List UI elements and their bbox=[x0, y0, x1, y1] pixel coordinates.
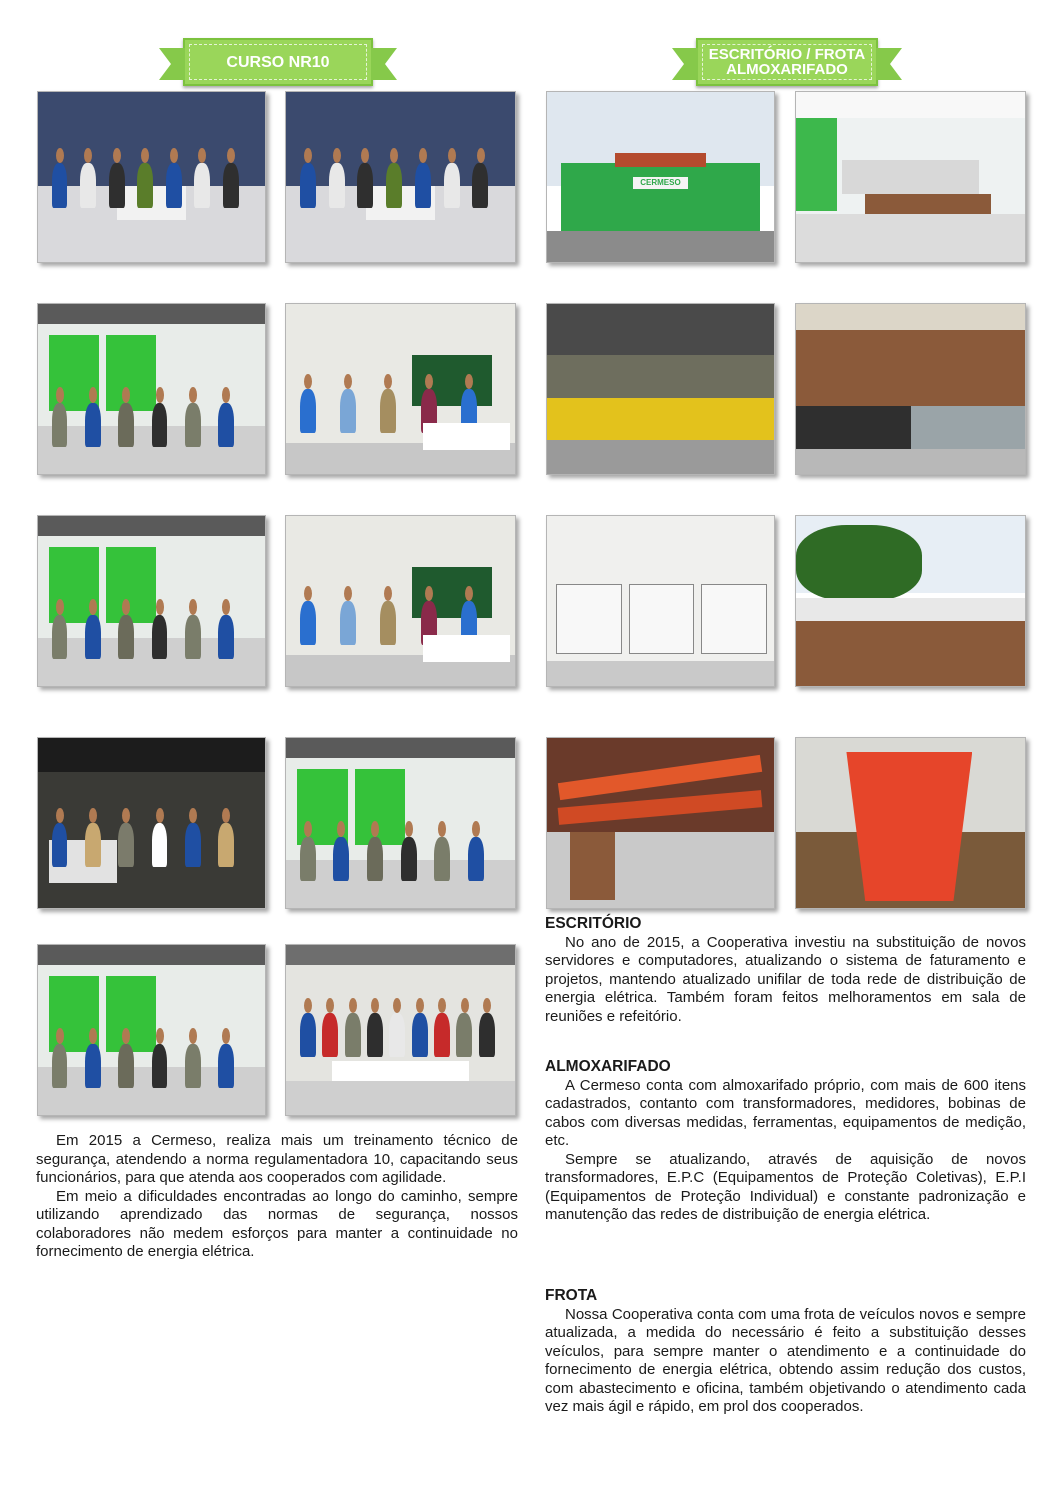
floor bbox=[547, 440, 774, 474]
person-figure bbox=[152, 615, 168, 659]
pickup-truck bbox=[556, 584, 622, 654]
dirt-yard bbox=[796, 621, 1025, 686]
person-head bbox=[477, 148, 485, 163]
person-head bbox=[156, 808, 164, 823]
person-figure bbox=[444, 163, 460, 207]
photo-office-building bbox=[546, 91, 775, 263]
green-window bbox=[796, 118, 837, 212]
person-figure bbox=[166, 163, 182, 207]
person-head bbox=[89, 387, 97, 402]
person-figure bbox=[389, 1013, 405, 1057]
person-figure bbox=[152, 403, 168, 447]
person-head bbox=[89, 808, 97, 823]
green-window bbox=[106, 335, 156, 412]
orange-bucket bbox=[846, 752, 972, 902]
person-head bbox=[465, 374, 473, 389]
person-head bbox=[438, 821, 446, 836]
person-head bbox=[56, 599, 64, 614]
person-head bbox=[222, 387, 230, 402]
person-head bbox=[349, 998, 357, 1013]
person-figure bbox=[357, 163, 373, 207]
photo-warehouse-shelves bbox=[795, 303, 1026, 475]
person-head bbox=[461, 998, 469, 1013]
person-head bbox=[122, 1028, 130, 1043]
person-head bbox=[113, 148, 121, 163]
person-figure bbox=[218, 615, 234, 659]
person-figure bbox=[300, 837, 316, 881]
person-figure bbox=[185, 1044, 201, 1088]
green-window bbox=[355, 769, 405, 846]
counter bbox=[842, 160, 979, 194]
roof bbox=[615, 153, 706, 167]
ceiling bbox=[38, 304, 265, 324]
person-figure bbox=[218, 403, 234, 447]
person-figure bbox=[185, 823, 201, 867]
person-head bbox=[472, 821, 480, 836]
ceiling bbox=[38, 945, 265, 965]
person-head bbox=[189, 599, 197, 614]
person-head bbox=[304, 148, 312, 163]
section-frota bbox=[545, 1287, 1026, 1417]
person-figure bbox=[152, 1044, 168, 1088]
header-ribbon-escritorio bbox=[696, 38, 878, 86]
person-head bbox=[227, 148, 235, 163]
person-figure bbox=[85, 823, 101, 867]
person-head bbox=[425, 586, 433, 601]
person-head bbox=[425, 374, 433, 389]
person-head bbox=[222, 1028, 230, 1043]
person-figure bbox=[118, 403, 134, 447]
person-figure bbox=[52, 163, 68, 207]
person-figure bbox=[333, 837, 349, 881]
person-head bbox=[156, 599, 164, 614]
person-figure bbox=[380, 601, 396, 645]
person-figure bbox=[340, 601, 356, 645]
person-figure bbox=[52, 823, 68, 867]
person-head bbox=[89, 1028, 97, 1043]
person-figure bbox=[415, 163, 431, 207]
photo-orange-bucket bbox=[795, 737, 1026, 909]
person-head bbox=[371, 821, 379, 836]
building-facade bbox=[561, 163, 761, 231]
person-head bbox=[156, 387, 164, 402]
training-description bbox=[36, 1132, 518, 1262]
person-figure bbox=[322, 1013, 338, 1057]
person-figure bbox=[472, 163, 488, 207]
almoxarifado-paragraph-2: Sempre se atualizando, através de aquisição de novos transformadores, E.P.C (Equipamentos de Proteção Coletivas), E.P.I (Equipamentos de Proteção Individual) e constante padronização e manutenção das redes de distribuição de energia elétrica. bbox=[545, 1150, 1026, 1223]
person-head bbox=[371, 998, 379, 1013]
person-head bbox=[122, 599, 130, 614]
person-figure bbox=[80, 163, 96, 207]
person-head bbox=[170, 148, 178, 163]
photo-training-seated-group bbox=[37, 515, 266, 687]
person-figure bbox=[300, 163, 316, 207]
trees bbox=[796, 525, 922, 602]
training-paragraph-1: Em 2015 a Cermeso, realiza mais um treinamento técnico de segurança, atendendo a norma regulamentadora 10, capacitando seus funcionários, para que atenda aos cooperados com agilidade. bbox=[36, 1132, 518, 1186]
street bbox=[547, 231, 774, 262]
floor bbox=[796, 449, 1025, 475]
person-figure bbox=[218, 1044, 234, 1088]
table bbox=[332, 1061, 469, 1081]
ceiling bbox=[286, 738, 515, 758]
parked-vehicles bbox=[796, 598, 1025, 622]
section-title-frota: FROTA bbox=[545, 1287, 598, 1304]
person-figure bbox=[152, 823, 168, 867]
section-escritorio bbox=[545, 915, 1026, 1026]
person-figure bbox=[300, 389, 316, 433]
building-sign: CERMESO bbox=[633, 177, 687, 189]
person-figure bbox=[300, 1013, 316, 1057]
photo-fleet-yard bbox=[795, 515, 1026, 687]
photo-training-presenters bbox=[285, 303, 516, 475]
person-figure bbox=[223, 163, 239, 207]
photo-ladders-storage bbox=[546, 737, 775, 909]
person-figure bbox=[329, 163, 345, 207]
person-head bbox=[56, 808, 64, 823]
person-figure bbox=[434, 837, 450, 881]
person-figure bbox=[118, 823, 134, 867]
person-head bbox=[222, 808, 230, 823]
person-figure bbox=[468, 837, 484, 881]
photo-training-room-green-windows bbox=[37, 303, 266, 475]
section-title-escritorio: ESCRITÓRIO bbox=[545, 915, 642, 932]
person-figure bbox=[118, 615, 134, 659]
header-escritorio-line-2: ALMOXARIFADO bbox=[726, 61, 848, 78]
almoxarifado-paragraph-1: A Cermeso conta com almoxarifado próprio, com mais de 600 itens cadastrados, contanto com transformadores, medidores, bobinas de cabos com diversas medidas, ferramentas, equipamentos de medição, etc. bbox=[545, 1076, 1026, 1149]
header-escritorio-line-1: ESCRITÓRIO / FROTA bbox=[708, 46, 866, 63]
green-window bbox=[106, 547, 156, 624]
cable-reels bbox=[796, 406, 911, 449]
table bbox=[865, 194, 991, 214]
person-figure bbox=[367, 837, 383, 881]
person-head bbox=[304, 821, 312, 836]
person-figure bbox=[52, 1044, 68, 1088]
photo-training-presenters-2 bbox=[285, 515, 516, 687]
striped-barrier bbox=[547, 398, 774, 441]
shelves bbox=[796, 330, 1025, 415]
person-head bbox=[56, 1028, 64, 1043]
photo-fleet-pickups bbox=[546, 515, 775, 687]
person-figure bbox=[340, 389, 356, 433]
person-figure bbox=[185, 615, 201, 659]
cabinet bbox=[570, 832, 615, 900]
person-head bbox=[122, 387, 130, 402]
photo-warehouse-transformers bbox=[546, 303, 775, 475]
person-figure bbox=[345, 1013, 361, 1057]
pickup-truck bbox=[701, 584, 767, 654]
photo-training-dark-room bbox=[37, 737, 266, 909]
person-figure bbox=[456, 1013, 472, 1057]
person-figure bbox=[401, 837, 417, 881]
floor bbox=[547, 661, 774, 687]
person-head bbox=[89, 599, 97, 614]
photo-training-group-photo bbox=[285, 944, 516, 1116]
header-curso-line-1: CURSO NR10 bbox=[226, 53, 330, 71]
table bbox=[423, 635, 510, 662]
person-head bbox=[189, 1028, 197, 1043]
person-figure bbox=[52, 403, 68, 447]
ceiling bbox=[38, 738, 265, 772]
person-figure bbox=[52, 615, 68, 659]
person-figure bbox=[85, 403, 101, 447]
person-figure bbox=[194, 163, 210, 207]
person-head bbox=[448, 148, 456, 163]
person-figure bbox=[85, 1044, 101, 1088]
person-figure bbox=[412, 1013, 428, 1057]
person-head bbox=[304, 374, 312, 389]
person-head bbox=[56, 148, 64, 163]
person-figure bbox=[434, 1013, 450, 1057]
person-figure bbox=[218, 823, 234, 867]
ceiling bbox=[38, 516, 265, 536]
table bbox=[423, 423, 510, 450]
photo-training-classroom-1 bbox=[37, 91, 266, 263]
ceiling bbox=[796, 92, 1025, 118]
frota-paragraph-1: Nossa Cooperativa conta com uma frota de veículos novos e sempre atualizada, a medida do necessário é feito a substituição desses veículos, para sempre manter o atendimento e a continuidade do fornecimento de energia elétrica, obtendo assim redução dos custos, com abastecimento e oficina, também objetivando o atendimento cada vez mais ágil e rápido, em prol dos cooperados. bbox=[545, 1305, 1026, 1415]
person-head bbox=[416, 998, 424, 1013]
person-head bbox=[405, 821, 413, 836]
training-paragraph-2: Em meio a dificuldades encontradas ao longo do caminho, sempre utilizando aprendizado das normas de segurança, nossos colaboradores não medem esforços para manter a continuidade no fornecimento de energia elétrica. bbox=[36, 1187, 518, 1260]
person-head bbox=[56, 387, 64, 402]
photo-cafeteria bbox=[795, 91, 1026, 263]
person-head bbox=[333, 148, 341, 163]
person-head bbox=[304, 586, 312, 601]
person-head bbox=[304, 998, 312, 1013]
person-figure bbox=[386, 163, 402, 207]
person-figure bbox=[85, 615, 101, 659]
person-figure bbox=[185, 403, 201, 447]
person-head bbox=[189, 387, 197, 402]
photo-training-classroom-2 bbox=[285, 91, 516, 263]
header-ribbon-curso bbox=[183, 38, 373, 86]
person-head bbox=[465, 586, 473, 601]
photo-training-tables bbox=[37, 944, 266, 1116]
photo-training-audience bbox=[285, 737, 516, 909]
floor bbox=[286, 1081, 515, 1115]
person-figure bbox=[380, 389, 396, 433]
person-figure bbox=[109, 163, 125, 207]
person-figure bbox=[479, 1013, 495, 1057]
section-almoxarifado bbox=[545, 1058, 1026, 1225]
green-window bbox=[106, 976, 156, 1053]
section-title-almoxarifado: ALMOXARIFADO bbox=[545, 1058, 671, 1075]
pickup-truck bbox=[629, 584, 695, 654]
person-head bbox=[483, 998, 491, 1013]
person-head bbox=[189, 808, 197, 823]
floor bbox=[796, 214, 1025, 262]
person-figure bbox=[118, 1044, 134, 1088]
person-head bbox=[156, 1028, 164, 1043]
person-figure bbox=[300, 601, 316, 645]
person-figure bbox=[367, 1013, 383, 1057]
person-figure bbox=[137, 163, 153, 207]
escritorio-paragraph-1: No ano de 2015, a Cooperativa investiu na substituição de novos servidores e computadores, atualizando o sistema de faturamento e projetos, mantendo atualizado unifilar de toda rede de distribuição de energia elétrica. Também foram feitos melhoramentos em sala de reuniões e refeitório. bbox=[545, 933, 1026, 1025]
person-head bbox=[222, 599, 230, 614]
ceiling bbox=[286, 945, 515, 965]
